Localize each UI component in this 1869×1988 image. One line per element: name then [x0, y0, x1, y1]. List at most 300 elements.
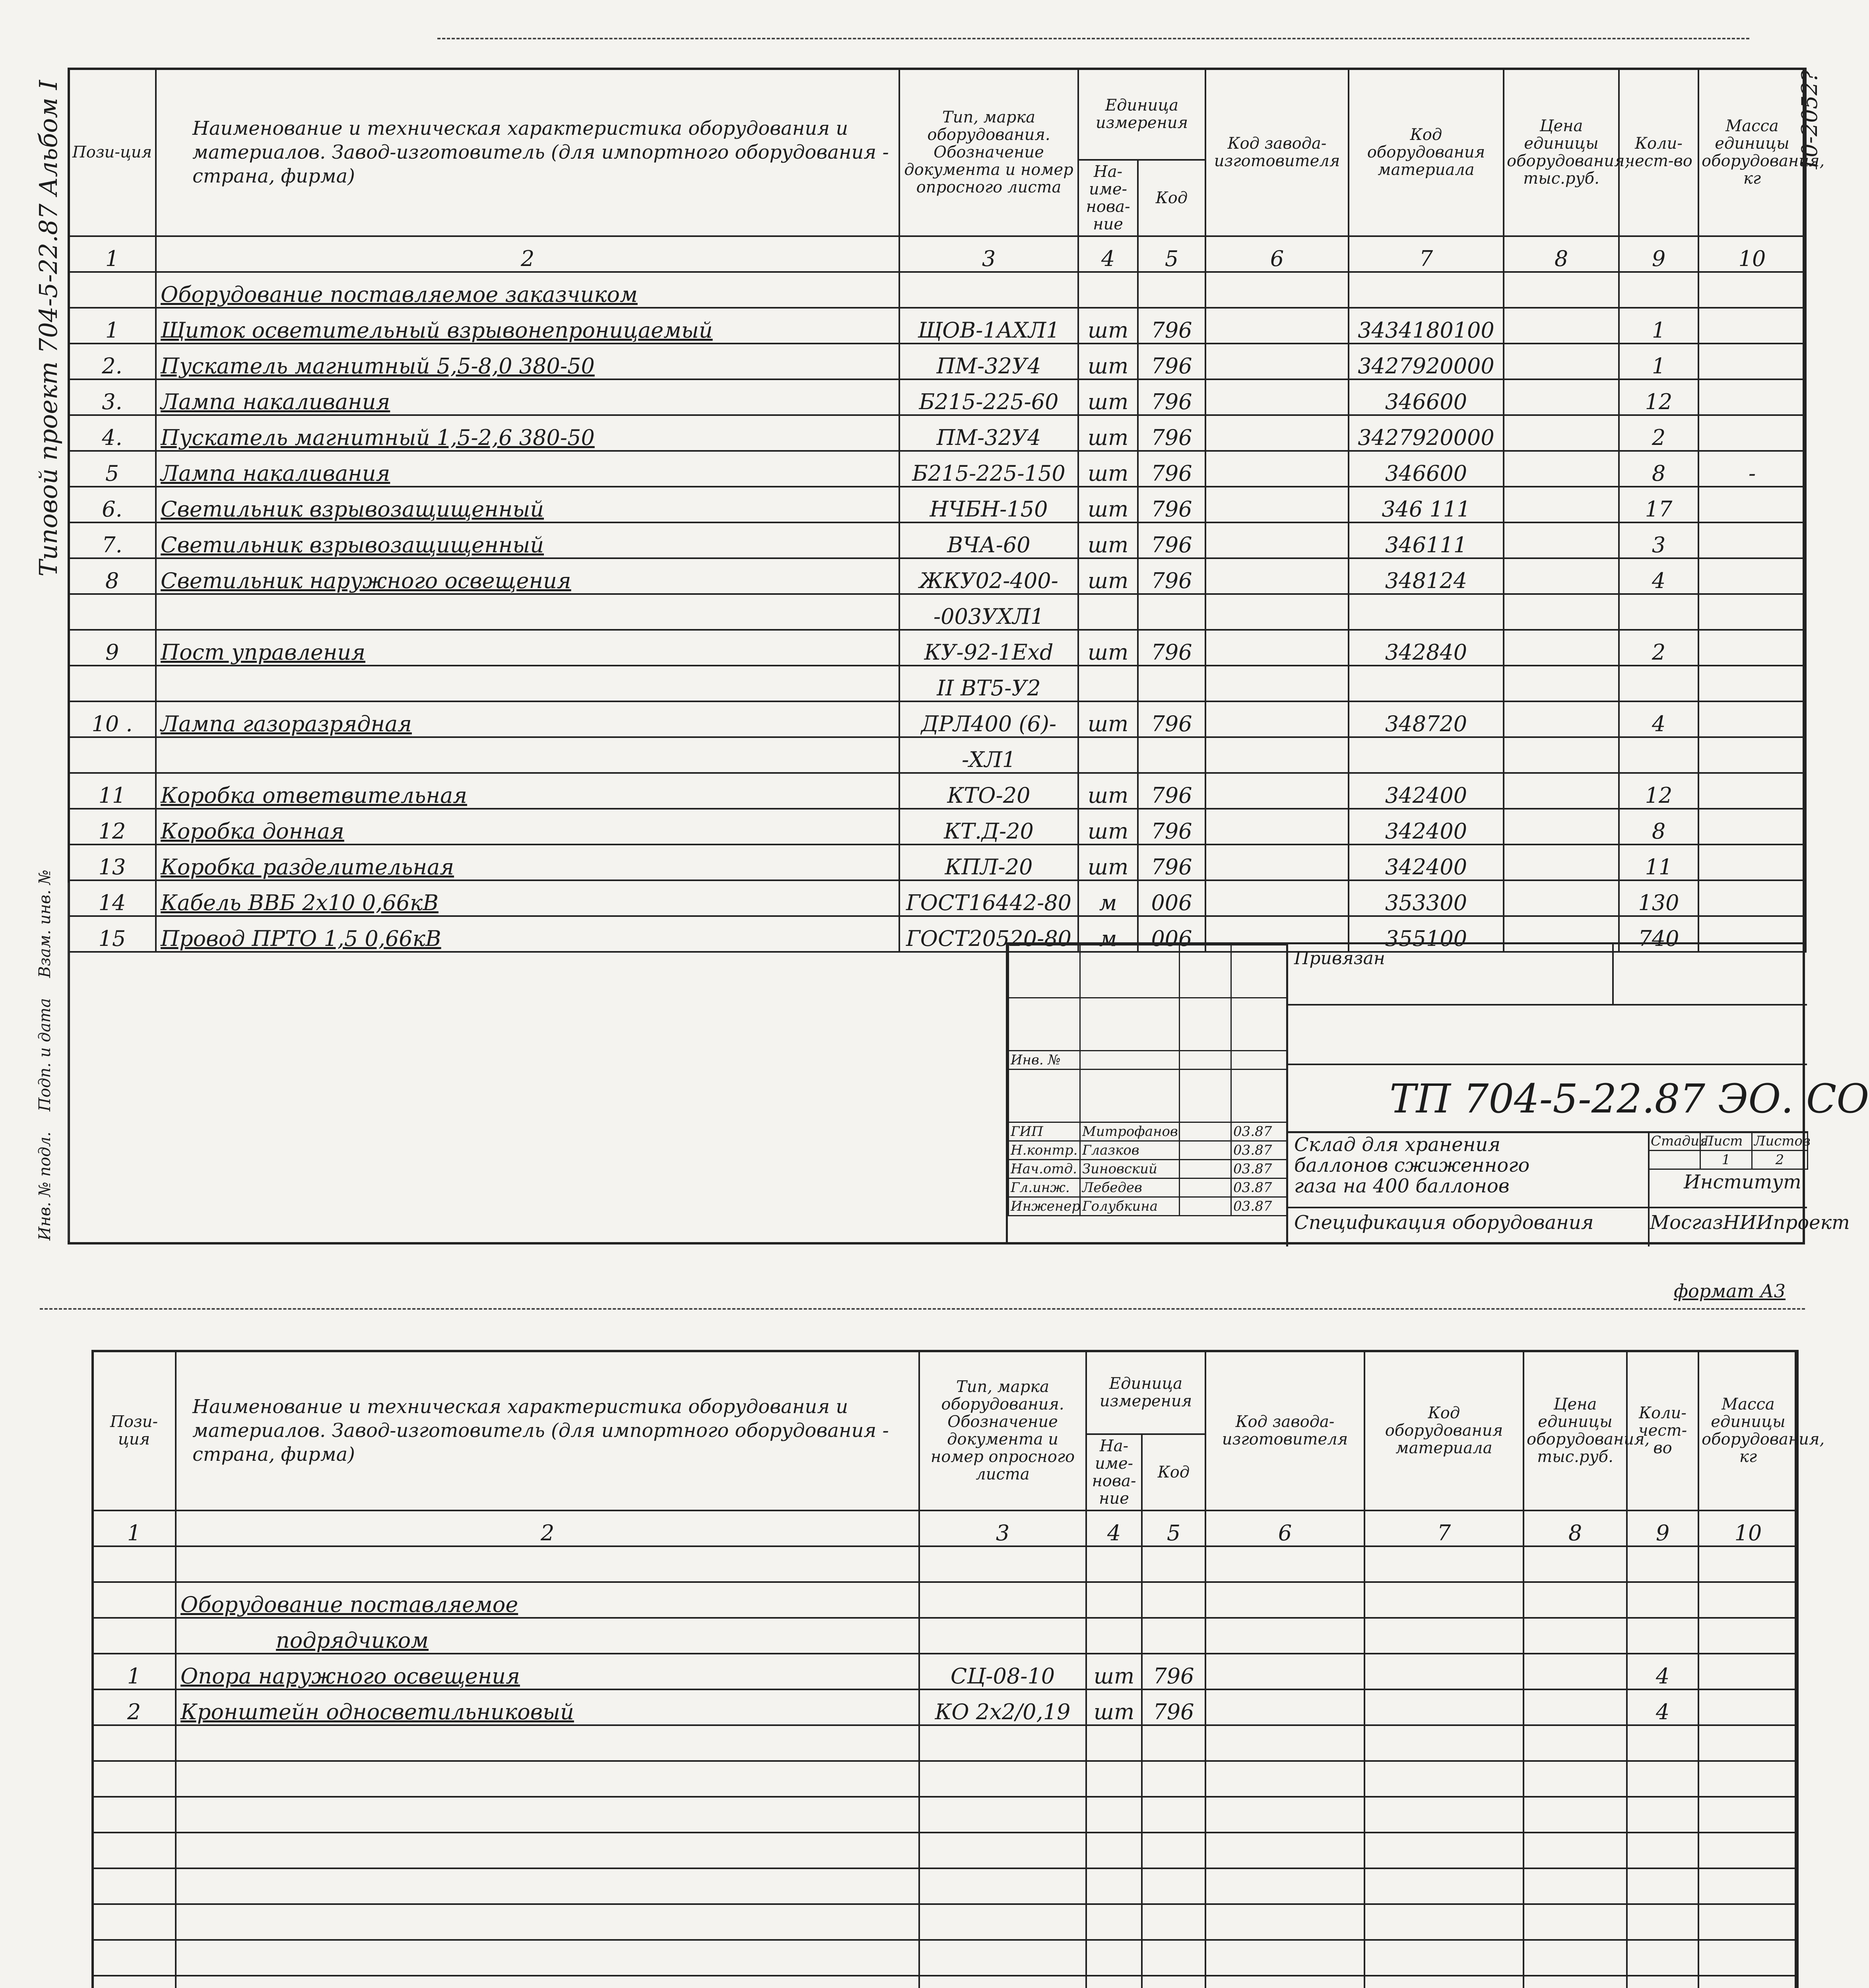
row-type: КТО-20 [899, 773, 1078, 809]
row-equip-code: 353300 [1349, 880, 1504, 916]
row-name [156, 737, 899, 773]
table-row [68, 845, 1806, 880]
row-pos: 1 [92, 1654, 176, 1689]
signer-row: Инженер Голубкина 03.87 [1009, 1197, 1287, 1216]
row-price [1504, 344, 1619, 379]
row-qty: 12 [1619, 773, 1698, 809]
row-qty [1619, 666, 1698, 701]
row-equip-code: 355100 [1349, 916, 1504, 952]
col-mfr-header: Код завода-изготовителя [1205, 68, 1349, 236]
row-pos [68, 594, 156, 630]
row-type: ПМ-32У4 [899, 415, 1078, 451]
row-price [1524, 1654, 1627, 1689]
row-name: Коробка разделительная [156, 845, 899, 880]
row-pos [68, 737, 156, 773]
col-num-10: 10 [1698, 1510, 1798, 1546]
row-mass [1698, 737, 1806, 773]
col-qty-header: Коли-чест-во [1627, 1351, 1698, 1510]
table-row [68, 522, 1806, 558]
row-unit-code: 796 [1138, 451, 1205, 487]
row-price [1504, 737, 1619, 773]
row-mfr-code [1205, 809, 1349, 845]
col-num-6: 6 [1205, 1510, 1364, 1546]
row-mass [1698, 845, 1806, 880]
section-row [68, 272, 1806, 308]
row-mass [1698, 809, 1806, 845]
row-unit: шт [1078, 379, 1138, 415]
row-equip-code [1364, 1689, 1524, 1725]
row-price [1504, 415, 1619, 451]
row-mass [1698, 773, 1806, 809]
row-unit-code: 796 [1142, 1689, 1205, 1725]
row-qty: 8 [1619, 809, 1698, 845]
row-type: Б215-225-60 [899, 379, 1078, 415]
row-price [1504, 701, 1619, 737]
table-row [68, 773, 1806, 809]
row-unit: шт [1078, 522, 1138, 558]
row-type: НЧБН-150 [899, 487, 1078, 522]
col-mass-header: Масса единицы оборудования, кг [1698, 68, 1806, 236]
row-unit: шт [1078, 344, 1138, 379]
col-unit-header: Единица измерения [1086, 1351, 1205, 1434]
row-unit: шт [1078, 701, 1138, 737]
row-unit: шт [1078, 308, 1138, 344]
row-pos: 3. [68, 379, 156, 415]
row-name: Пускатель магнитный 1,5-2,6 380-50 [156, 415, 899, 451]
column-number-row [92, 1510, 1798, 1546]
title-block-grid [1008, 944, 1287, 1216]
col-qty-header: Коли-чест-во [1619, 68, 1698, 236]
row-unit-code [1138, 737, 1205, 773]
row-unit-code: 796 [1138, 308, 1205, 344]
row-equip-code: 346111 [1349, 522, 1504, 558]
row-pos: 13 [68, 845, 156, 880]
table-row [68, 487, 1806, 522]
row-price [1504, 630, 1619, 666]
signer-row: Н.контр. Глазков 03.87 [1009, 1141, 1287, 1160]
row-equip-code [1349, 666, 1504, 701]
table-row [68, 809, 1806, 845]
row-mfr-code [1205, 773, 1349, 809]
table-row [68, 737, 1806, 773]
col-unit-name-header: На-име-нова-ние [1086, 1434, 1142, 1510]
col-num-5: 5 [1138, 236, 1205, 272]
row-pos: 8 [68, 558, 156, 594]
row-qty: 4 [1627, 1654, 1698, 1689]
row-mfr-code [1205, 522, 1349, 558]
table-row [68, 880, 1806, 916]
empty-row [92, 1904, 1798, 1940]
row-equip-code [1349, 737, 1504, 773]
institute-name: МосгазНИИпроект [1650, 1211, 1850, 1234]
row-mass [1698, 558, 1806, 594]
top-edge-line [437, 38, 1749, 39]
row-type: -003УХЛ1 [899, 594, 1078, 630]
row-equip-code: 342840 [1349, 630, 1504, 666]
row-equip-code [1349, 594, 1504, 630]
col-code-header: Код оборудования материала [1364, 1351, 1524, 1510]
signer-row: ГИП Митрофанов 03.87 [1009, 1122, 1287, 1141]
row-type: ПМ-32У4 [899, 344, 1078, 379]
row-pos: 9 [68, 630, 156, 666]
col-num-4: 4 [1086, 1510, 1142, 1546]
row-pos: 10 . [68, 701, 156, 737]
row-equip-code: 348124 [1349, 558, 1504, 594]
row-equip-code: 342400 [1349, 773, 1504, 809]
col-num-4: 4 [1078, 236, 1138, 272]
row-name: Коробка ответвительная [156, 773, 899, 809]
row-pos: 7. [68, 522, 156, 558]
row-qty: 2 [1619, 630, 1698, 666]
row-type: СЦ-08-10 [919, 1654, 1086, 1689]
row-unit-code: 796 [1138, 379, 1205, 415]
row-qty: 130 [1619, 880, 1698, 916]
row-type: Б215-225-150 [899, 451, 1078, 487]
table-row [68, 701, 1806, 737]
col-price-header: Цена единицы оборудования, тыс.руб. [1504, 68, 1619, 236]
row-qty: 11 [1619, 845, 1698, 880]
institute-label: Институт [1684, 1171, 1801, 1193]
row-mfr-code [1205, 379, 1349, 415]
inv-label: Инв. № [1009, 1051, 1080, 1070]
col-unit-name-header: На-име-нова-ние [1078, 160, 1138, 236]
row-unit: шт [1078, 487, 1138, 522]
row-mfr-code [1205, 666, 1349, 701]
stage-grid: Стадия Лист Листов 1 2 [1648, 1131, 1808, 1170]
row-unit-code: 006 [1138, 916, 1205, 952]
row-price [1504, 379, 1619, 415]
col-num-9: 9 [1627, 1510, 1698, 1546]
row-unit-code: 796 [1142, 1654, 1205, 1689]
privyazan-label: Привязан [1294, 948, 1385, 969]
row-unit-code: 796 [1138, 344, 1205, 379]
row-name: Пускатель магнитный 5,5-8,0 380-50 [156, 344, 899, 379]
col-name-header: Наименование и техническая характеристика оборудования и материалов. Завод-изготовитель (для импортного оборудования - страна, фирма) [176, 1351, 919, 1510]
row-mfr-code [1205, 630, 1349, 666]
row-name [156, 594, 899, 630]
row-type: ВЧА-60 [899, 522, 1078, 558]
col-num-9: 9 [1619, 236, 1698, 272]
row-unit-code: 796 [1138, 558, 1205, 594]
section-row [92, 1582, 1798, 1618]
section-row-cont [92, 1618, 1798, 1654]
row-type: ЖКУ02-400- [899, 558, 1078, 594]
column-number-row [68, 236, 1806, 272]
row-type: ГОСТ16442-80 [899, 880, 1078, 916]
row-mass [1698, 1689, 1798, 1725]
row-mass [1698, 594, 1806, 630]
col-num-8: 8 [1504, 236, 1619, 272]
row-equip-code: 346600 [1349, 379, 1504, 415]
row-mfr-code [1205, 1689, 1364, 1725]
empty-row [92, 1940, 1798, 1976]
row-mass: - [1698, 451, 1806, 487]
row-equip-code: 3434180100 [1349, 308, 1504, 344]
row-pos: 5 [68, 451, 156, 487]
row-mfr-code [1205, 558, 1349, 594]
row-unit-code: 796 [1138, 630, 1205, 666]
spec-table-2 [91, 1350, 1825, 1988]
row-pos: 11 [68, 773, 156, 809]
table-row [68, 344, 1806, 379]
side-stamp-border [68, 883, 69, 1241]
col-num-2: 2 [156, 236, 899, 272]
row-pos: 15 [68, 916, 156, 952]
row-name: Кронштейн односветильниковый [176, 1689, 919, 1725]
row-unit: шт [1078, 415, 1138, 451]
table-row [68, 630, 1806, 666]
row-qty: 3 [1619, 522, 1698, 558]
row-qty: 740 [1619, 916, 1698, 952]
col-unit-code-header: Код [1142, 1434, 1205, 1510]
signer-row: Нач.отд. Зиновский 03.87 [1009, 1160, 1287, 1178]
row-unit-code: 796 [1138, 487, 1205, 522]
row-mfr-code [1205, 845, 1349, 880]
col-num-2: 2 [176, 1510, 919, 1546]
format-label: формат А3 [1674, 1280, 1786, 1302]
col-unit-code-header: Код [1138, 160, 1205, 236]
margin-code: 10-2052? [1797, 70, 1822, 171]
row-type: КО 2х2/0,19 [919, 1689, 1086, 1725]
row-type: ЩОВ-1АХЛ1 [899, 308, 1078, 344]
row-price [1504, 522, 1619, 558]
col-num-7: 7 [1364, 1510, 1524, 1546]
row-unit: шт [1086, 1654, 1142, 1689]
row-equip-code: 348720 [1349, 701, 1504, 737]
row-unit: шт [1086, 1689, 1142, 1725]
spec-sheet-2 [91, 1350, 1825, 1988]
row-type: -ХЛ1 [899, 737, 1078, 773]
row-qty: 1 [1619, 308, 1698, 344]
col-price-header: Цена единицы оборудования, тыс.руб. [1524, 1351, 1627, 1510]
row-name: Лампа газоразрядная [156, 701, 899, 737]
row-mass [1698, 522, 1806, 558]
header-row [92, 1351, 1798, 1434]
row-unit [1078, 666, 1138, 701]
col-mass-header: Масса единицы оборудования, кг [1698, 1351, 1798, 1510]
row-equip-code: 346 111 [1349, 487, 1504, 522]
row-qty: 2 [1619, 415, 1698, 451]
row-mfr-code [1205, 451, 1349, 487]
side-stamp-labels: Инв. № подл. Подп. и дата Взам. инв. № [36, 870, 54, 1241]
col-num-3: 3 [919, 1510, 1086, 1546]
table-row [68, 308, 1806, 344]
col-num-10: 10 [1698, 236, 1806, 272]
row-price [1524, 1689, 1627, 1725]
row-pos: 6. [68, 487, 156, 522]
row-mass [1698, 308, 1806, 344]
row-price [1504, 308, 1619, 344]
section-title-cont: подрядчиком [176, 1618, 919, 1654]
row-name: Светильник наружного освещения [156, 558, 899, 594]
col-mfr-header: Код завода-изготовителя [1205, 1351, 1364, 1510]
table-row [92, 1654, 1798, 1689]
row-pos [68, 666, 156, 701]
row-pos: 4. [68, 415, 156, 451]
row-equip-code: 3427920000 [1349, 415, 1504, 451]
table-row [68, 558, 1806, 594]
row-unit-code: 006 [1138, 880, 1205, 916]
col-num-5: 5 [1142, 1510, 1205, 1546]
row-name: Светильник взрывозащищенный [156, 522, 899, 558]
row-mass [1698, 415, 1806, 451]
row-pos: 1 [68, 308, 156, 344]
row-name: Опора наружного освещения [176, 1654, 919, 1689]
row-qty: 12 [1619, 379, 1698, 415]
row-mfr-code [1205, 487, 1349, 522]
object-title: Склад для хранения баллонов сжиженного газа на 400 баллонов [1294, 1134, 1530, 1197]
row-unit-code: 796 [1138, 845, 1205, 880]
row-pos: 14 [68, 880, 156, 916]
row-qty: 1 [1619, 344, 1698, 379]
table-row [92, 1689, 1798, 1725]
row-mass [1698, 880, 1806, 916]
row-equip-code: 346600 [1349, 451, 1504, 487]
col-num-3: 3 [899, 236, 1078, 272]
row-mfr-code [1205, 1654, 1364, 1689]
row-price [1504, 451, 1619, 487]
table-row [68, 666, 1806, 701]
col-type-header: Тип, марка оборудования. Обозначение документа и номер опросного листа [899, 68, 1078, 236]
row-pos: 12 [68, 809, 156, 845]
col-num-6: 6 [1205, 236, 1349, 272]
row-unit-code [1138, 666, 1205, 701]
row-type: II ВТ5-У2 [899, 666, 1078, 701]
row-name [156, 666, 899, 701]
row-mfr-code [1205, 880, 1349, 916]
row-price [1504, 880, 1619, 916]
row-equip-code: 342400 [1349, 809, 1504, 845]
row-pos: 2. [68, 344, 156, 379]
row-price [1504, 809, 1619, 845]
row-mass [1698, 344, 1806, 379]
row-name: Щиток осветительный взрывонепроницаемый [156, 308, 899, 344]
row-mfr-code [1205, 594, 1349, 630]
row-unit: шт [1078, 773, 1138, 809]
row-type: ГОСТ20520-80 [899, 916, 1078, 952]
row-unit: м [1078, 916, 1138, 952]
empty-row [92, 1976, 1798, 1988]
row-equip-code: 342400 [1349, 845, 1504, 880]
row-name: Лампа накаливания [156, 379, 899, 415]
header-row [68, 68, 1806, 160]
row-unit: шт [1078, 451, 1138, 487]
row-unit [1078, 594, 1138, 630]
empty-row [92, 1761, 1798, 1797]
sheet-divider-line [40, 1308, 1805, 1310]
col-num-1: 1 [68, 236, 156, 272]
row-unit: шт [1078, 809, 1138, 845]
row-mass [1698, 1654, 1798, 1689]
row-unit [1078, 737, 1138, 773]
col-pos-header: Пози-ция [92, 1351, 176, 1510]
row-qty: 17 [1619, 487, 1698, 522]
row-pos: 2 [92, 1689, 176, 1725]
table-row [68, 594, 1806, 630]
row-unit: шт [1078, 845, 1138, 880]
row-equip-code [1364, 1654, 1524, 1689]
col-num-7: 7 [1349, 236, 1504, 272]
row-unit-code: 796 [1138, 522, 1205, 558]
album-side-label: Типовой проект 704-5-22.87 Альбом I [34, 80, 63, 577]
row-mfr-code [1205, 308, 1349, 344]
row-name: Кабель ВВБ 2х10 0,66кВ [156, 880, 899, 916]
section-title: Оборудование поставляемое заказчиком [156, 272, 899, 308]
sheet-title: Спецификация оборудования [1294, 1211, 1594, 1234]
signer-row: Гл.инж. Лебедев 03.87 [1009, 1178, 1287, 1197]
row-price [1504, 773, 1619, 809]
row-name: Лампа накаливания [156, 451, 899, 487]
row-price [1504, 558, 1619, 594]
row-qty: 4 [1619, 701, 1698, 737]
empty-row [92, 1833, 1798, 1868]
col-num-1: 1 [92, 1510, 176, 1546]
row-mfr-code [1205, 344, 1349, 379]
empty-row [92, 1725, 1798, 1761]
row-unit-code: 796 [1138, 415, 1205, 451]
col-pos-header: Пози-ция [68, 68, 156, 236]
row-name: Пост управления [156, 630, 899, 666]
row-type: КТ.Д-20 [899, 809, 1078, 845]
row-mass [1698, 630, 1806, 666]
col-code-header: Код оборудования материала [1349, 68, 1504, 236]
row-unit-code: 796 [1138, 701, 1205, 737]
row-unit-code: 796 [1138, 773, 1205, 809]
row-equip-code: 3427920000 [1349, 344, 1504, 379]
row-type: КУ-92-1Exd [899, 630, 1078, 666]
col-unit-header: Единица измерения [1078, 68, 1205, 160]
row-mass [1698, 701, 1806, 737]
row-qty: 4 [1619, 558, 1698, 594]
col-num-8: 8 [1524, 1510, 1627, 1546]
row-name: Светильник взрывозащищенный [156, 487, 899, 522]
col-name-header: Наименование и техническая характеристика оборудования и материалов. Завод-изготовитель (для импортного оборудования - страна, фирма) [156, 68, 899, 236]
col-type-header: Тип, марка оборудования. Обозначение документа и номер опросного листа [919, 1351, 1086, 1510]
blank-row [92, 1546, 1798, 1582]
row-qty [1619, 737, 1698, 773]
row-unit: шт [1078, 630, 1138, 666]
row-qty: 8 [1619, 451, 1698, 487]
row-mfr-code [1205, 701, 1349, 737]
row-price [1504, 594, 1619, 630]
row-price [1504, 845, 1619, 880]
table-row [68, 379, 1806, 415]
empty-row [92, 1868, 1798, 1904]
row-price [1504, 666, 1619, 701]
row-qty: 4 [1627, 1689, 1698, 1725]
row-mfr-code [1205, 415, 1349, 451]
doc-code: ТП 704-5-22.87 ЭО. СО [1390, 1076, 1869, 1122]
row-price [1504, 487, 1619, 522]
row-mass [1698, 666, 1806, 701]
row-name: Коробка донная [156, 809, 899, 845]
table-row [68, 451, 1806, 487]
empty-row [92, 1797, 1798, 1833]
row-unit-code [1138, 594, 1205, 630]
row-mass [1698, 379, 1806, 415]
row-type: КПЛ-20 [899, 845, 1078, 880]
row-unit: м [1078, 880, 1138, 916]
row-mass [1698, 487, 1806, 522]
row-unit-code: 796 [1138, 809, 1205, 845]
row-name: Провод ПРТО 1,5 0,66кВ [156, 916, 899, 952]
section-title: Оборудование поставляемое [176, 1582, 919, 1618]
row-type: ДРЛ400 (6)- [899, 701, 1078, 737]
title-block-1 [1006, 942, 1869, 1244]
row-unit: шт [1078, 558, 1138, 594]
row-qty [1619, 594, 1698, 630]
row-mfr-code [1205, 737, 1349, 773]
